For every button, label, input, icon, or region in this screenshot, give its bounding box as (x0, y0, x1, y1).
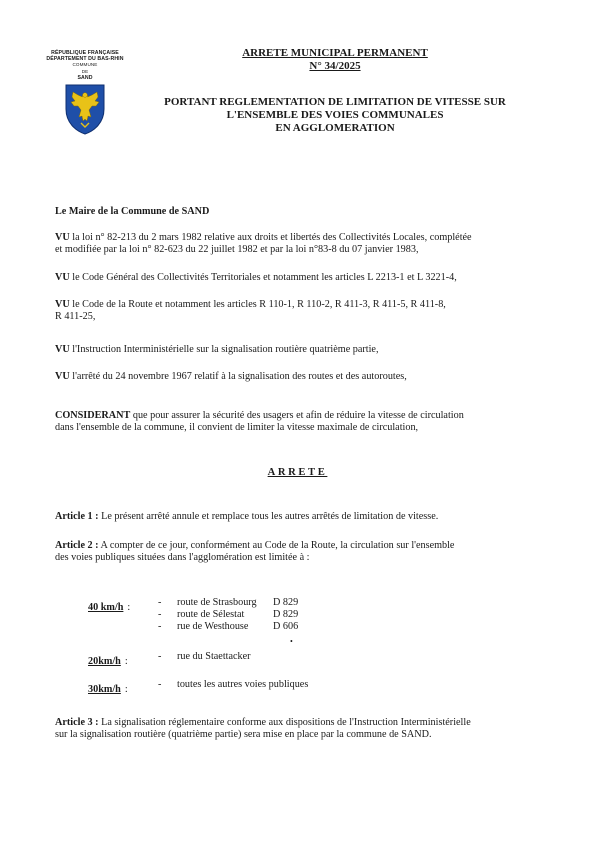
subject-line: L'ENSEMBLE DES VOIES COMMUNALES (226, 109, 444, 121)
list-dash: - (158, 679, 162, 690)
subject-line: EN AGGLOMERATION (275, 122, 395, 134)
road-name: route de Strasbourg (177, 597, 257, 608)
vu-clause: VU le Code de la Route et notamment les articles R 110-1, R 110-2, R 411-3, R 411-5, R 411-8, R 411-25, (55, 299, 446, 322)
speed-limit-label: 30km/h : (88, 684, 128, 695)
mayor-heading: Le Maire de la Commune de SAND (55, 206, 210, 217)
article-2: Article 2 : A compter de ce jour, conformément au Code de la Route, la circulation sur l'ensemble des voies publiques situées dans l'agglomération est limitée à : (55, 540, 455, 563)
considerant-clause: CONSIDERANT que pour assurer la sécurité des usagers et afin de réduire la vitesse de circulation dans l'ensemble de la commune, il convient de limiter la vitesse maximale de circulation, (55, 410, 464, 433)
vu-clause: VU le Code Général des Collectivités Territoriales et notamment les articles L 2213-1 et L 3221-4, (55, 272, 457, 283)
decree-number: N° 34/2025 (309, 60, 361, 72)
decree-title: ARRETE MUNICIPAL PERMANENT (242, 47, 428, 59)
road-name: rue du Staettacker (177, 651, 251, 662)
seal-line: SAND (77, 74, 93, 81)
road-name: rue de Westhouse (177, 621, 249, 632)
road-code: D 829 (273, 609, 299, 620)
stray-mark: • (290, 637, 293, 646)
list-dash: - (158, 609, 162, 620)
list-dash: - (158, 621, 162, 632)
road-code: D 606 (273, 621, 299, 632)
list-dash: - (158, 651, 162, 662)
seal-line: DÉPARTEMENT DU BAS-RHIN (46, 56, 124, 63)
coat-of-arms-eagle-icon (64, 83, 106, 135)
article-3: Article 3 : La signalisation réglementaire conforme aux dispositions de l'Instruction Interministérielle sur la signalisation routière (quatrième partie) sera mise en place par la commune de SAND. (55, 717, 471, 740)
seal-line: DE (81, 68, 89, 74)
road-name: toutes les autres voies publiques (177, 679, 309, 690)
seal-line: COMMUNE (72, 62, 98, 68)
list-dash: - (158, 597, 162, 608)
road-code: D 829 (273, 597, 299, 608)
arrete-heading: ARRETE (267, 467, 328, 478)
vu-clause: VU la loi n° 82-213 du 2 mars 1982 relative aux droits et libertés des Collectivités Locales, complétée et modifiée par la loi n° 82-623 du 22 juillet 1982 et par la loi n°83-8 du 07 janvier 1983, (55, 232, 472, 255)
article-1: Article 1 : Le présent arrêté annule et remplace tous les autres arrêtés de limitation de vitesse. (55, 511, 439, 522)
speed-limit-label: 20km/h : (88, 656, 128, 667)
vu-clause: VU l'arrêté du 24 novembre 1967 relatif à la signalisation des routes et des autoroutes, (55, 371, 407, 382)
commune-seal (40, 50, 130, 135)
subject-line: PORTANT REGLEMENTATION DE LIMITATION DE VITESSE SUR (164, 96, 506, 108)
road-name: route de Sélestat (177, 609, 245, 620)
seal-line: RÉPUBLIQUE FRANÇAISE (51, 50, 119, 56)
speed-limit-label: 40 km/h : (88, 602, 131, 613)
vu-clause: VU l'Instruction Interministérielle sur la signalisation routière quatrième partie, (55, 344, 379, 355)
